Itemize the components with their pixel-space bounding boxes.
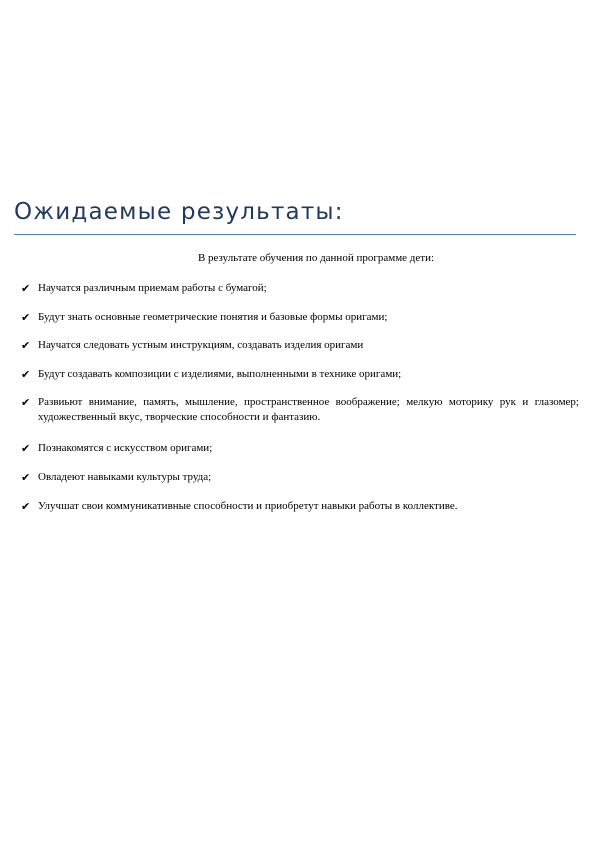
list-item <box>21 395 579 425</box>
list-item-text: Научатся различным приемам работы с бумагой; <box>38 282 267 294</box>
intro-text: В результате обучения по данной программе дети: <box>197 252 435 264</box>
page-title: Ожидаемые результаты: <box>14 199 344 225</box>
list-item-text: Будут знать основные геометрические понятия и базовые формы оригами; <box>38 311 388 323</box>
checkmark-icon: ✔ <box>21 396 31 409</box>
checkmark-icon: ✔ <box>21 311 31 324</box>
checkmark-icon: ✔ <box>21 282 31 295</box>
list-item <box>21 367 579 382</box>
list-item <box>21 338 579 353</box>
list-item <box>21 441 579 456</box>
list-item-text: Овладеют навыками культуры труда; <box>38 471 212 483</box>
list-item <box>21 310 579 325</box>
list-item <box>21 470 579 485</box>
list-item-text: Научатся следовать устным инструкциям, создавать изделия оригами <box>38 339 364 351</box>
checkmark-icon: ✔ <box>21 442 31 455</box>
list-item <box>21 281 579 296</box>
title-underline <box>14 234 576 235</box>
list-item-text: Познакомятся с искусством оригами; <box>38 442 213 454</box>
list-item-text: Развиьют внимание, память, мышление, пространственное воображение; мелкую моторику рук и глазомер; художественный вкус, творческие способности и фантазию. <box>38 396 579 423</box>
list-item <box>21 499 579 514</box>
checkmark-icon: ✔ <box>21 368 31 381</box>
checkmark-icon: ✔ <box>21 471 31 484</box>
list-item-text: Улучшат свои коммуникативные способности и приобретут навыки работы в коллективе. <box>38 500 458 512</box>
checkmark-icon: ✔ <box>21 500 31 513</box>
checkmark-icon: ✔ <box>21 339 31 352</box>
list-item-text: Будут создавать композиции с изделиями, выполненными в технике оригами; <box>38 368 402 380</box>
